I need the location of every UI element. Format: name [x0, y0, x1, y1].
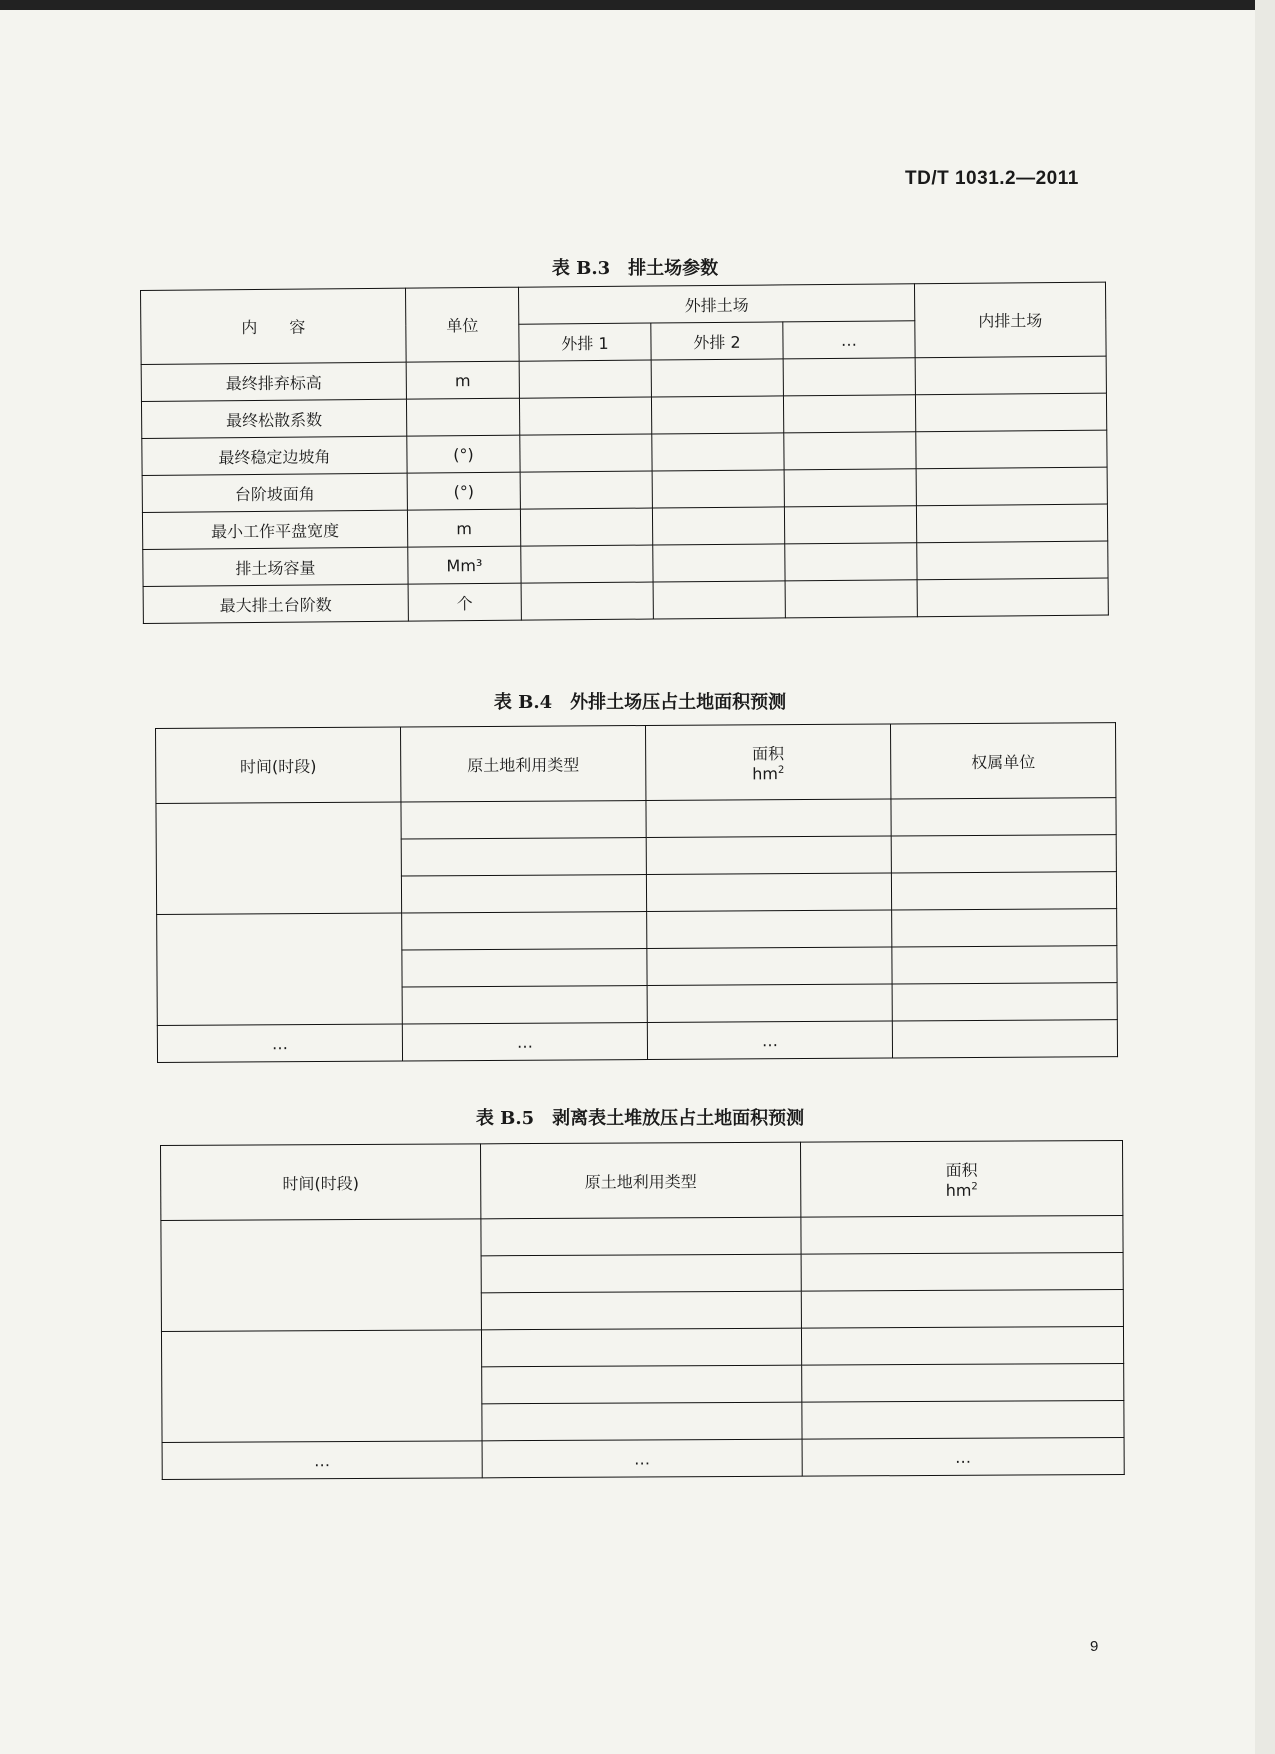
row-unit: m: [407, 509, 520, 547]
cell: [915, 356, 1106, 395]
table-row: [162, 1437, 1124, 1479]
cell: [784, 506, 916, 544]
cell: [482, 1365, 802, 1404]
header-time: 时间(时段): [161, 1144, 481, 1221]
cell: [647, 947, 892, 985]
ellipsis-cell: …: [802, 1437, 1124, 1476]
cell: [891, 798, 1116, 836]
cell: [891, 872, 1116, 910]
cell: [519, 360, 651, 398]
cell: [402, 985, 647, 1023]
header-land-use: 原土地利用类型: [400, 726, 645, 802]
cell: [917, 541, 1108, 580]
header-external-more: …: [783, 321, 915, 359]
cell: [652, 507, 784, 545]
cell: [892, 983, 1117, 1021]
table-b5-number: 表 B.5: [475, 1108, 535, 1129]
time-cell: [161, 1330, 482, 1443]
cell: [784, 469, 916, 507]
cell: [892, 946, 1117, 984]
scan-edge-top: [0, 0, 1275, 10]
cell: [521, 582, 653, 620]
cell: [482, 1402, 802, 1441]
header-external-2: 外排 2: [651, 322, 783, 360]
cell: [646, 799, 891, 837]
table-b4-title: 外排土场压占土地面积预测: [570, 692, 787, 713]
cell: [783, 358, 915, 396]
time-cell: [161, 1219, 482, 1332]
header-unit: 单位: [405, 287, 519, 362]
row-label: 最终排弃标高: [141, 362, 406, 401]
table-row: [157, 1020, 1117, 1063]
time-cell: [157, 913, 403, 1025]
table-b3-title: 排土场参数: [628, 258, 719, 279]
cell: [653, 544, 785, 582]
row-label: 台阶坡面角: [142, 473, 407, 512]
cell: [401, 838, 646, 876]
cell: [917, 578, 1108, 617]
area-unit: $hm^2$: [945, 1180, 978, 1200]
ellipsis-cell: …: [402, 1022, 647, 1060]
header-external-dump: 外排土场: [518, 284, 914, 324]
cell: [916, 467, 1107, 506]
cell: [652, 470, 784, 508]
cell: [401, 875, 646, 913]
cell: [647, 910, 892, 948]
cell: [481, 1217, 801, 1256]
cell: [402, 948, 647, 986]
cell: [785, 580, 917, 618]
cell: [653, 581, 785, 619]
table-b5-title: 剥离表土堆放压占土地面积预测: [552, 1108, 805, 1129]
cell: [481, 1254, 801, 1293]
ellipsis-cell: …: [162, 1441, 482, 1480]
cell: [785, 543, 917, 581]
cell: [916, 504, 1107, 543]
table-b5-caption: [420, 1104, 860, 1130]
cell: [652, 433, 784, 471]
time-cell: [156, 802, 402, 914]
header-time: 时间(时段): [156, 727, 401, 803]
table-row: [156, 798, 1116, 841]
page-number: 9: [1090, 1638, 1099, 1655]
cell: [915, 393, 1106, 432]
cell: [801, 1252, 1123, 1291]
row-unit: m: [406, 361, 519, 399]
header-content: 内 容: [141, 288, 407, 364]
row-label: 最终稳定边坡角: [142, 436, 407, 475]
document-code: TD/T 1031.2—2011: [905, 168, 1079, 189]
header-owner: 权属单位: [890, 723, 1115, 799]
table-b3: [140, 282, 1109, 624]
cell: [402, 912, 647, 950]
table-b5: [160, 1140, 1125, 1480]
table-row: [161, 1215, 1123, 1257]
area-label: 面积: [752, 744, 785, 764]
table-row: [143, 578, 1108, 623]
header-area: [645, 724, 890, 800]
table-b3-number: 表 B.3: [551, 258, 611, 279]
cell: [481, 1291, 801, 1330]
cell: [783, 395, 915, 433]
header-area: [800, 1140, 1122, 1217]
cell: [520, 508, 652, 546]
header-land-use: 原土地利用类型: [480, 1142, 800, 1219]
header-external-1: 外排 1: [519, 323, 651, 361]
row-label: 最大排土台阶数: [143, 584, 408, 623]
cell: [520, 434, 652, 472]
area-unit: $hm^2$: [752, 764, 785, 784]
cell: [519, 397, 651, 435]
ellipsis-cell: …: [157, 1024, 402, 1062]
cell: [916, 430, 1107, 469]
table-b4: [155, 722, 1118, 1063]
ellipsis-cell: …: [647, 1021, 892, 1059]
area-label: 面积: [945, 1160, 978, 1180]
cell: [646, 836, 891, 874]
cell: [891, 835, 1116, 873]
row-unit: (°): [407, 435, 520, 473]
cell: [801, 1215, 1123, 1254]
cell: [802, 1400, 1124, 1439]
cell: [892, 1020, 1117, 1058]
cell: [647, 984, 892, 1022]
row-unit: 个: [408, 583, 521, 621]
cell: [401, 801, 646, 839]
row-label: 最小工作平盘宽度: [142, 510, 407, 549]
scan-edge-right: [1255, 0, 1275, 1754]
cell: [481, 1328, 801, 1367]
table-b4-caption: [430, 688, 850, 714]
ellipsis-cell: …: [482, 1439, 802, 1478]
cell: [521, 545, 653, 583]
table-b3-caption: [470, 254, 800, 280]
cell: [892, 909, 1117, 947]
cell: [520, 471, 652, 509]
cell: [802, 1363, 1124, 1402]
table-row: [157, 909, 1117, 952]
cell: [651, 359, 783, 397]
table-row: [161, 1326, 1123, 1368]
row-label: 排土场容量: [143, 547, 408, 586]
table-b4-number: 表 B.4: [493, 692, 553, 713]
cell: [784, 432, 916, 470]
cell: [646, 873, 891, 911]
cell: [651, 396, 783, 434]
cell: [801, 1289, 1123, 1328]
row-label: 最终松散系数: [141, 399, 406, 438]
cell: [801, 1326, 1123, 1365]
row-unit: Mm³: [408, 546, 521, 584]
row-unit: (°): [407, 472, 520, 510]
header-internal-dump: 内排土场: [914, 282, 1106, 358]
row-unit: [406, 398, 519, 436]
